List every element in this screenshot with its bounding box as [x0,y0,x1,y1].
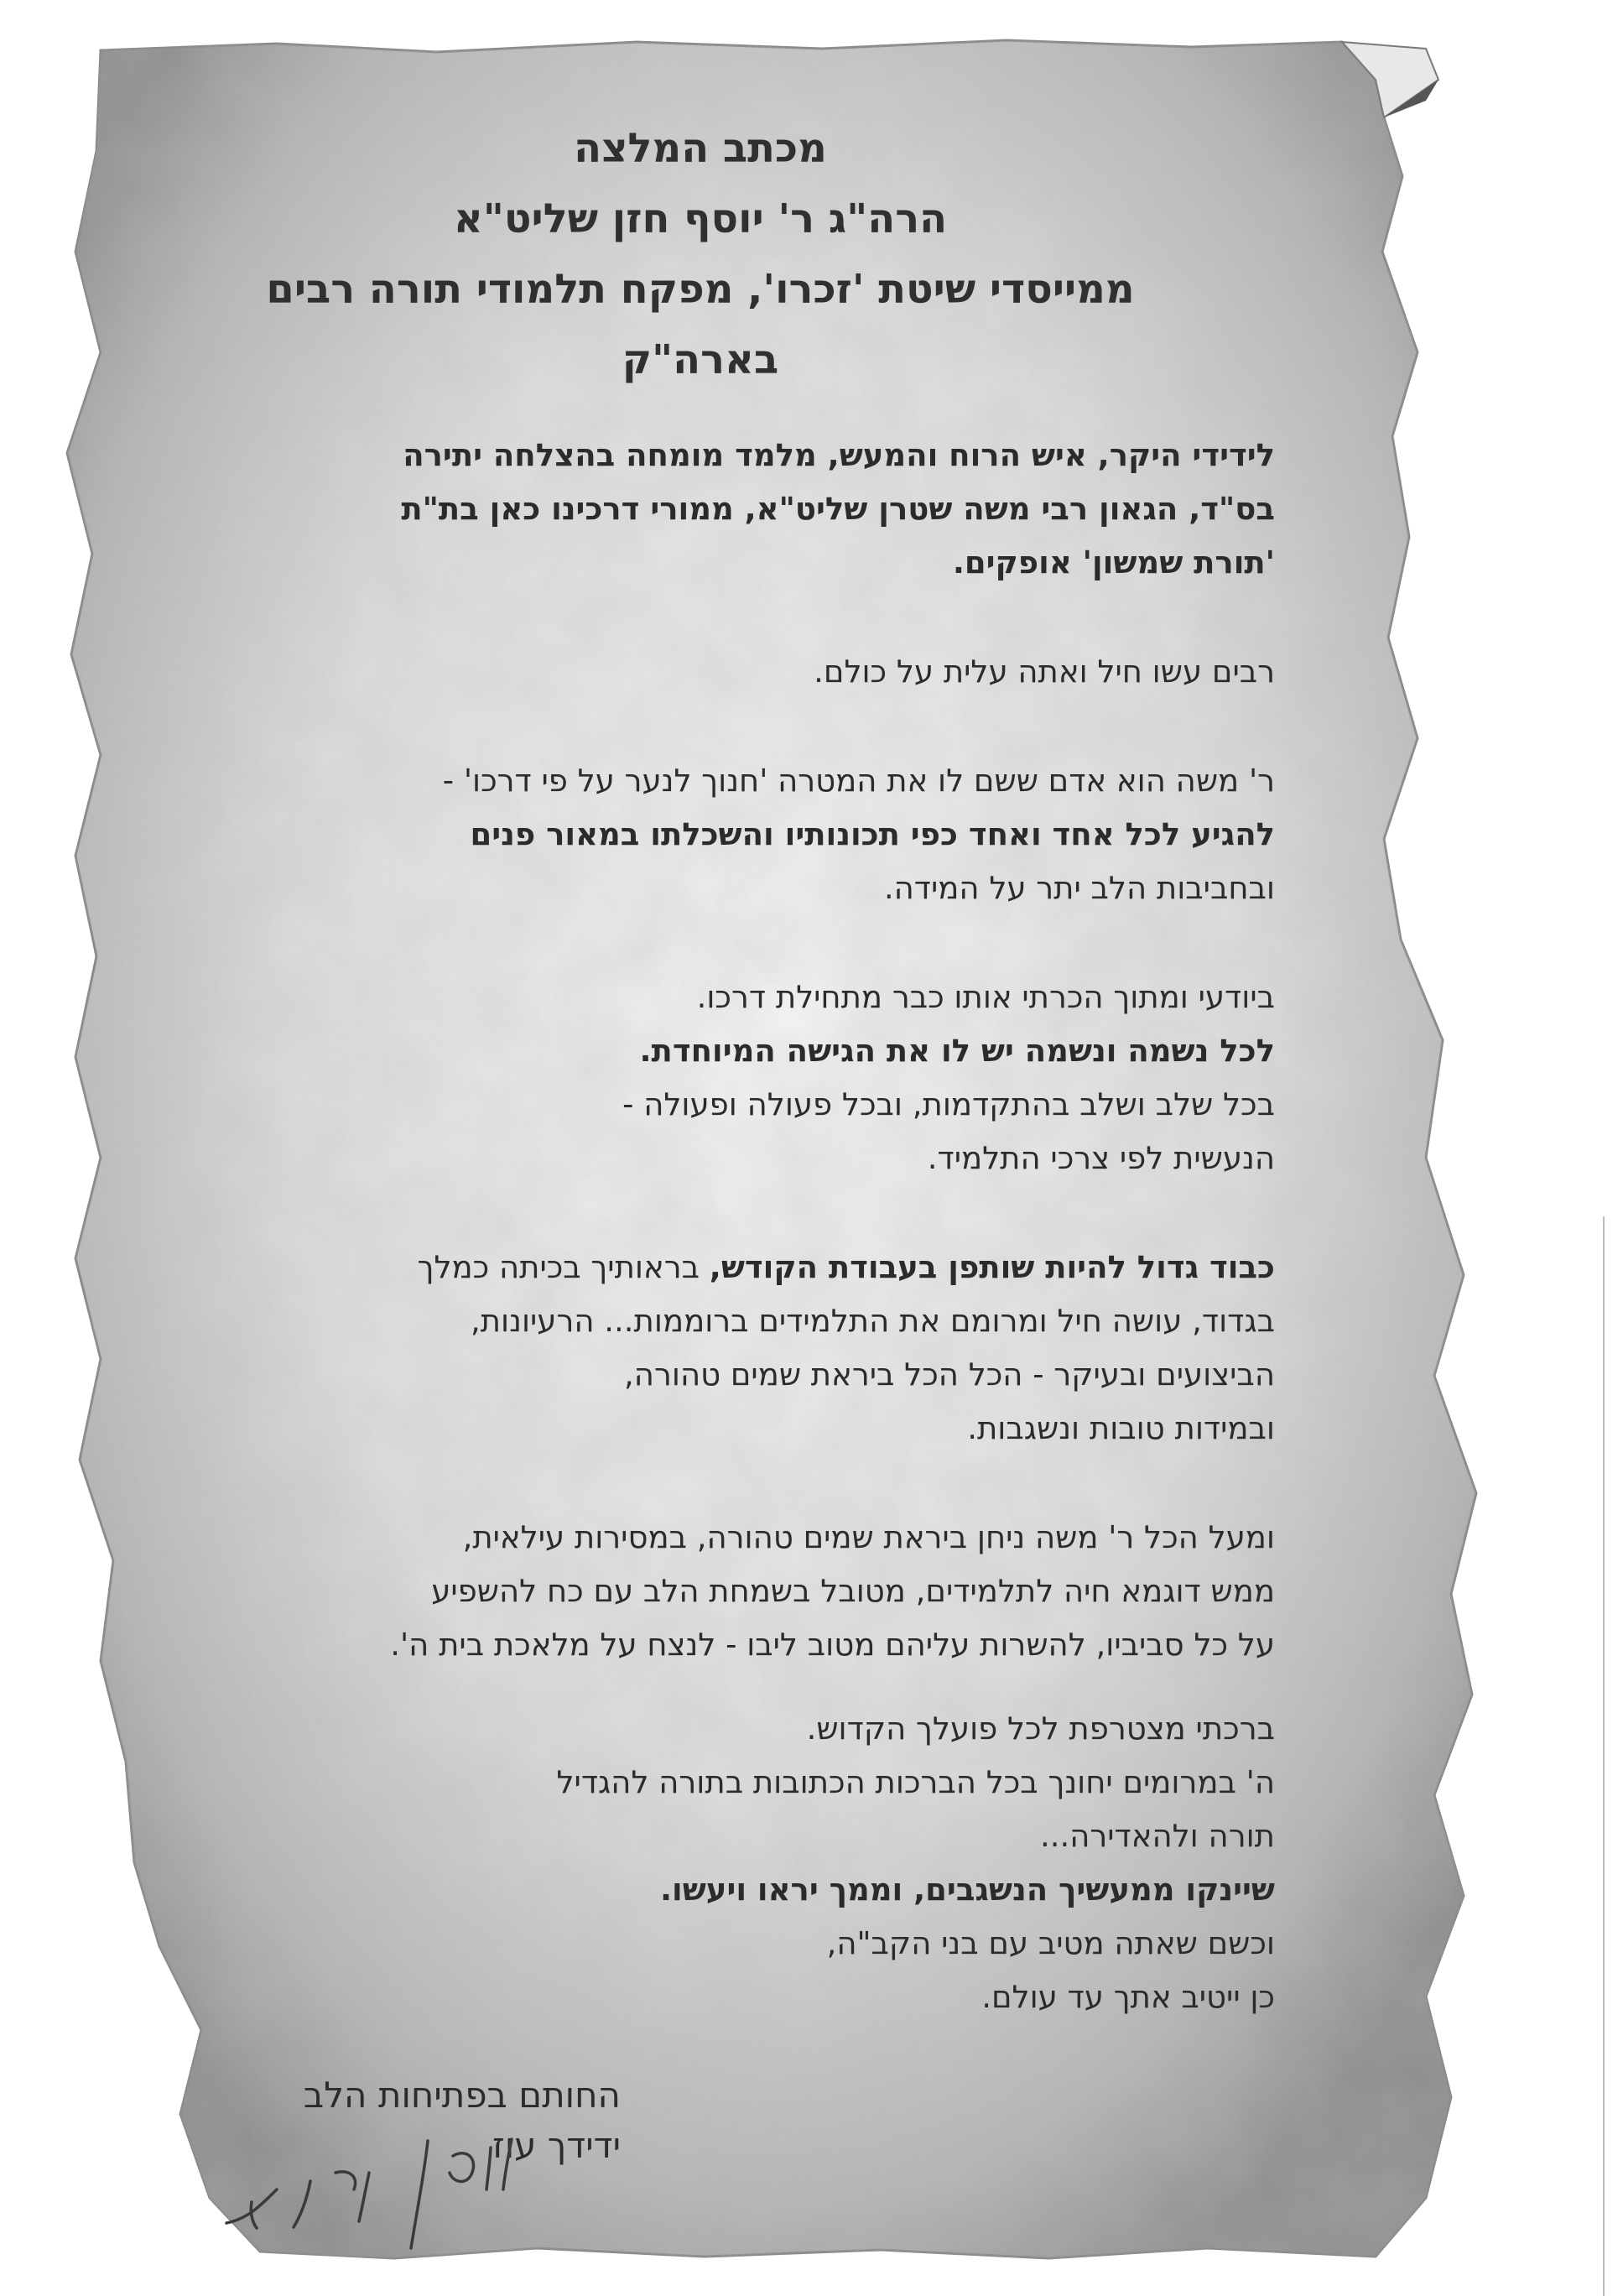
paragraph-5 [126,1511,1275,1672]
paragraph-line: ממש דוגמא חיה לתלמידים, מטובל בשמחת הלב עם כח להשפיע [431,1573,1275,1609]
paragraph-6 [126,1702,1275,2024]
intro-paragraph [126,429,1275,590]
closing-line: החותם בפתיחות הלב [303,2075,621,2116]
letter-body [126,113,1275,2024]
paragraph-text: בראותיך בכיתה כמלך [417,1249,710,1285]
heading-author: הרה"ג ר' יוסף חזן שליט"א [453,195,948,242]
paragraph-line [126,1241,1275,1294]
heading-title: מכתב המלצה [574,125,827,172]
paragraph-line: ובחביבות הלב יתר על המידה. [883,870,1275,906]
paragraph-line: רבים עשו חיל ואתה עלית על כולם. [814,653,1275,690]
intro-line: לידידי היקר, איש הרוח והמעש, מלמד מומחה בהצלחה יתירה [403,437,1275,473]
paragraph-line: ובמידות טובות ונשגבות. [967,1410,1275,1446]
paragraph-line: ר' משה הוא אדם ששם לו את המטרה 'חנוך לנער על פי דרכו' - [442,763,1275,799]
handwritten-signature [201,2122,537,2265]
paragraph-line: הנעשית לפי צרכי התלמיד. [927,1140,1275,1176]
paragraph-line-bold: לכל נשמה ונשמה יש לו את הגישה המיוחדת. [639,1033,1275,1069]
emphasis: כבוד גדול להיות שותפן בעבודת הקודש, [709,1249,1275,1285]
paragraph-line: תורה ולהאדירה... [1039,1818,1275,1854]
paragraph-line: על כל סביביו, להשרות עליהם מטוב ליבו - לנצח על מלאכת בית ה'. [390,1627,1275,1663]
paragraph-line: כן ייטיב אתך עד עולם. [981,1979,1275,2015]
paragraph-4 [126,1241,1275,1455]
paragraph-line: ומעל הכל ר' משה ניחן ביראת שמים טהורה, במסירות עילאית, [462,1519,1275,1555]
paragraph-3 [126,971,1275,1185]
paragraph-line: ה' במרומים יחונך בכל הברכות הכתובות בתורה להגדיל [556,1764,1275,1800]
paragraph-2 [126,754,1275,915]
closing-line: ידידך עוז [492,2125,621,2166]
letter-heading [126,113,1275,395]
paragraph-line-bold: להגיע לכל אחד ואחד כפי תכונותיו והשכלתו במאור פנים [470,816,1275,852]
paragraph-line: הביצועים ובעיקר - הכל הכל ביראת שמים טהורה, [624,1356,1275,1393]
heading-role: ממייסדי שיטת 'זכרו', מפקח תלמודי תורה רבים [266,266,1135,313]
intro-line: 'תורת שמשון' אופקים. [952,544,1275,581]
paragraph-line: בגדוד, עושה חיל ומרומם את התלמידים ברוממות... הרעיונות, [470,1303,1275,1339]
heading-location: בארה"ק [622,336,779,383]
intro-line: בס"ד, הגאון רבי משה שטרן שליט"א, ממורי דרכינו כאן בת"ת [401,491,1275,527]
paragraph-line-bold: שיינקו ממעשיך הנשגבים, וממך יראו ויעשו. [659,1872,1275,1908]
paragraph-line: בכל שלב ושלב בהתקדמות, ובכל פעולה ופעולה - [622,1086,1275,1122]
paragraph-line: ביודעי ומתוך הכרתי אותו כבר מתחילת דרכו. [696,979,1275,1015]
paragraph-line: וכשם שאתה מטיב עם בני הקב"ה, [826,1925,1275,1961]
paragraph-1 [126,645,1275,699]
paragraph-line: ברכתי מצטרפת לכל פועלך הקדוש. [806,1710,1275,1747]
